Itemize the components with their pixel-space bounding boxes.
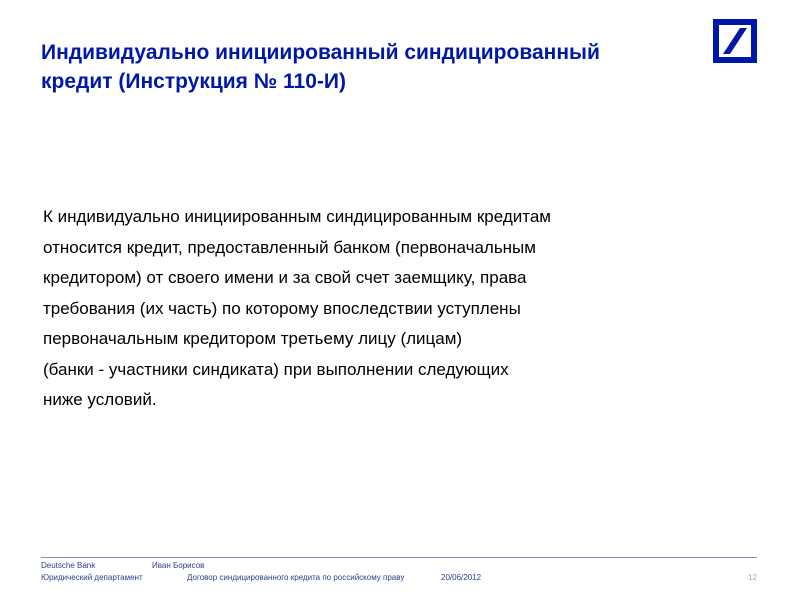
footer	[41, 560, 757, 584]
deutsche-bank-logo-icon	[713, 19, 757, 63]
footer-row-2	[41, 572, 757, 584]
slide-title-line-2: кредит (Инструкция № 110-И)	[41, 70, 346, 93]
body-line-7: ниже условий.	[43, 390, 157, 409]
body-line-1: К индивидуально инициированным синдицированным кредитам	[43, 207, 551, 226]
footer-department: Юридический департамент	[41, 573, 143, 582]
page-number: 12	[748, 573, 757, 582]
footer-date: 20/06/2012	[441, 573, 482, 582]
body-line-5: первоначальным кредитором третьему лицу (лицам)	[43, 329, 463, 348]
footer-author: Иван Борисов	[152, 561, 205, 570]
body-line-6: (банки - участники синдиката) при выполнении следующих	[43, 359, 509, 379]
body-line-3: кредитором) от своего имени и за свой счет заемщику, права	[43, 268, 527, 287]
footer-row-1	[41, 560, 757, 572]
footer-company: Deutsche Bank	[41, 561, 96, 570]
logo-slash-icon	[719, 25, 751, 57]
slide-body-text	[43, 202, 743, 416]
slide-title-line-1: Индивидуально инициированный синдицированный	[41, 41, 600, 64]
body-line-2: относится кредит, предоставленный банком (первоначальным	[43, 237, 536, 257]
footer-divider	[41, 557, 757, 558]
body-line-4: требования (их часть) по которому впоследствии уступлены	[43, 298, 521, 318]
slide-title	[41, 38, 701, 96]
footer-document-title: Договор синдицированного кредита по российскому праву	[187, 573, 405, 582]
